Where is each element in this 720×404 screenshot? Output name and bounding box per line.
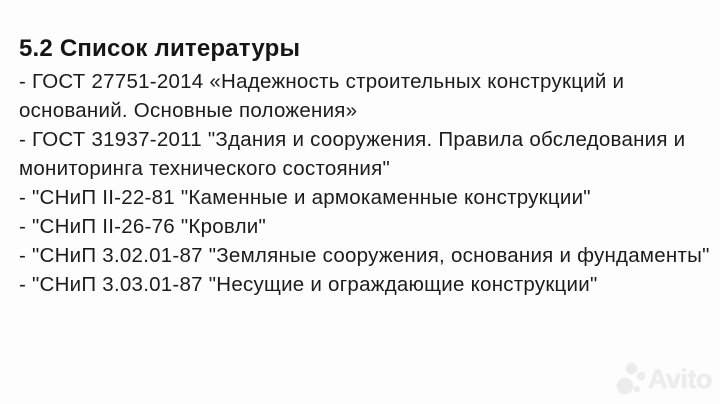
avito-watermark (617, 363, 712, 395)
avito-dot-medium-icon (626, 363, 637, 374)
page-title: 5.2 Список литературы (19, 35, 301, 62)
avito-dot-tiny-icon (634, 386, 640, 392)
reference-line: - "СНиП 3.03.01-87 "Несущие и ограждающие конструкции" (19, 273, 598, 296)
reference-line: оснований. Основные положения» (19, 99, 358, 122)
reference-line: - "СНиП 3.02.01-87 "Земляные сооружения, основания и фундаменты" (19, 244, 710, 267)
avito-dot-large-icon (617, 378, 633, 394)
reference-line: - "СНиП II-26-76 "Кровли" (19, 215, 267, 238)
avito-dot-small-icon (637, 372, 645, 380)
reference-line: мониторинга технического состояния" (19, 157, 391, 180)
reference-line: - "СНиП II-22-81 "Каменные и армокаменные конструкции" (19, 186, 591, 209)
reference-line: - ГОСТ 27751-2014 «Надежность строительных конструкций и (19, 70, 625, 93)
literature-list (19, 34, 716, 299)
avito-logo-icon (617, 363, 645, 395)
reference-line: - ГОСТ 31937-2011 "Здания и сооружения. Правила обследования и (19, 128, 686, 151)
avito-wordmark: Avito (648, 364, 712, 394)
